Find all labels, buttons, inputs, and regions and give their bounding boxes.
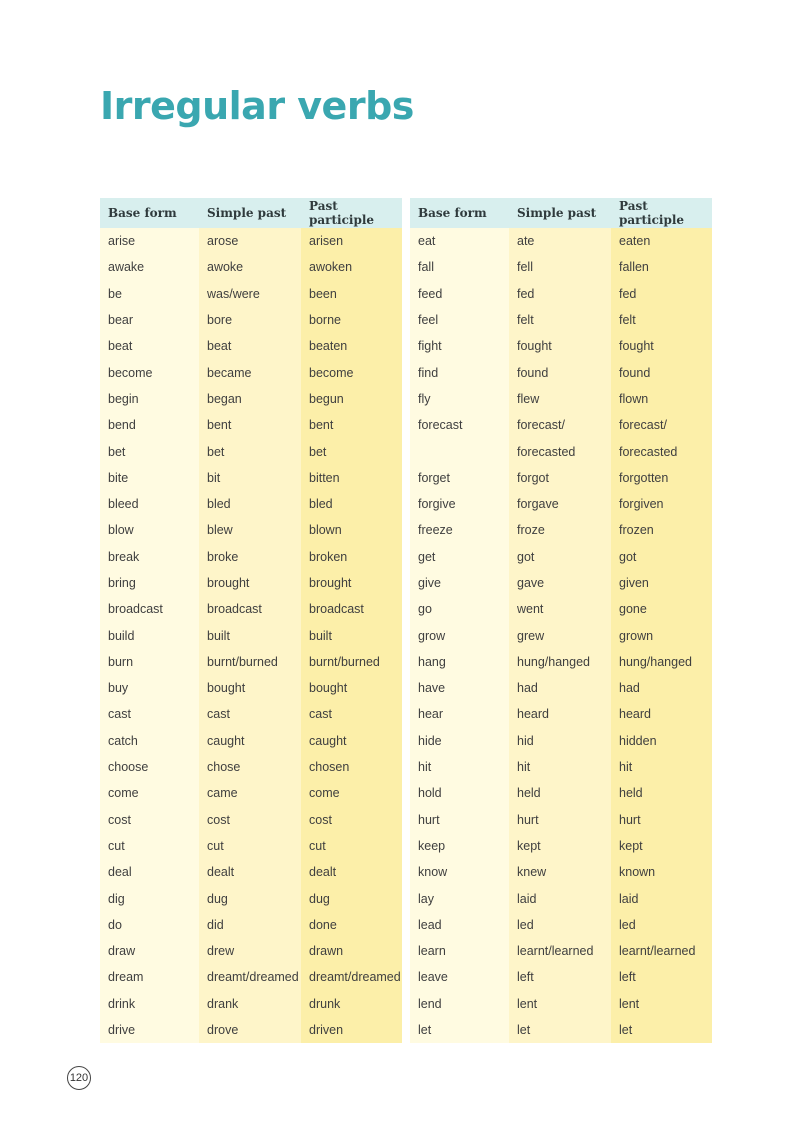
base-form-cell: leave (410, 964, 509, 990)
table-row (410, 359, 712, 385)
base-form-cell: fly (410, 386, 509, 412)
base-form-cell: bend (100, 412, 199, 438)
table-row (100, 544, 402, 570)
simple-past-cell: bet (199, 438, 301, 464)
past-participle-cell: fed (611, 281, 712, 307)
simple-past-cell: knew (509, 859, 611, 885)
table-row (410, 491, 712, 517)
base-form-cell: build (100, 622, 199, 648)
base-form-cell: bet (100, 438, 199, 464)
past-participle-cell: left (611, 964, 712, 990)
past-participle-cell: lent (611, 991, 712, 1017)
past-participle-cell: let (611, 1017, 712, 1043)
base-form-cell: learn (410, 938, 509, 964)
table-row (410, 991, 712, 1017)
base-form-cell: arise (100, 228, 199, 254)
past-participle-cell: burnt/burned (301, 649, 402, 675)
simple-past-cell: forecasted (509, 438, 611, 464)
past-participle-cell: bled (301, 491, 402, 517)
base-form-cell: forecast (410, 412, 509, 438)
simple-past-cell: fell (509, 254, 611, 280)
past-participle-cell: cast (301, 701, 402, 727)
table-row (100, 412, 402, 438)
simple-past-cell: drew (199, 938, 301, 964)
base-form-cell: dig (100, 885, 199, 911)
past-participle-cell: cut (301, 833, 402, 859)
past-participle-cell: found (611, 359, 712, 385)
past-participle-cell: forgiven (611, 491, 712, 517)
simple-past-cell: chose (199, 754, 301, 780)
table-row (410, 465, 712, 491)
verb-table-right (410, 198, 712, 1043)
table-row (100, 333, 402, 359)
simple-past-cell: led (509, 912, 611, 938)
base-form-cell: lay (410, 885, 509, 911)
past-participle-cell: had (611, 675, 712, 701)
simple-past-cell: bit (199, 465, 301, 491)
past-participle-cell: held (611, 780, 712, 806)
simple-past-cell: fed (509, 281, 611, 307)
table-row (100, 859, 402, 885)
table-row (100, 254, 402, 280)
simple-past-cell: hit (509, 754, 611, 780)
table-row (410, 228, 712, 254)
table-row (100, 491, 402, 517)
table-row (100, 649, 402, 675)
base-form-cell: draw (100, 938, 199, 964)
past-participle-cell: broken (301, 544, 402, 570)
simple-past-cell: began (199, 386, 301, 412)
base-form-cell: choose (100, 754, 199, 780)
base-form-cell: broadcast (100, 596, 199, 622)
table-row (410, 570, 712, 596)
table-row (100, 438, 402, 464)
base-form-cell: forgive (410, 491, 509, 517)
table-row (100, 728, 402, 754)
table-row (100, 964, 402, 990)
past-participle-cell: dreamt/dreamed (301, 964, 402, 990)
past-participle-cell: heard (611, 701, 712, 727)
simple-past-cell: burnt/burned (199, 649, 301, 675)
base-form-cell: lend (410, 991, 509, 1017)
past-participle-cell: dug (301, 885, 402, 911)
base-form-cell: buy (100, 675, 199, 701)
base-form-cell: have (410, 675, 509, 701)
simple-past-cell: forgot (509, 465, 611, 491)
past-participle-cell: been (301, 281, 402, 307)
base-form-cell: bleed (100, 491, 199, 517)
past-participle-cell: gone (611, 596, 712, 622)
base-form-cell: fall (410, 254, 509, 280)
table-row (100, 570, 402, 596)
past-participle-cell: hidden (611, 728, 712, 754)
past-participle-cell: learnt/learned (611, 938, 712, 964)
table-row (410, 307, 712, 333)
table-row (100, 833, 402, 859)
past-participle-cell: arisen (301, 228, 402, 254)
past-participle-cell: flown (611, 386, 712, 412)
base-form-cell: hold (410, 780, 509, 806)
simple-past-cell: hung/hanged (509, 649, 611, 675)
table-row (410, 386, 712, 412)
simple-past-cell: dug (199, 885, 301, 911)
table-row (100, 1017, 402, 1043)
past-participle-cell: brought (301, 570, 402, 596)
table-row (100, 938, 402, 964)
past-participle-cell: grown (611, 622, 712, 648)
simple-past-cell: heard (509, 701, 611, 727)
simple-past-cell: came (199, 780, 301, 806)
table-row (410, 517, 712, 543)
simple-past-cell: bent (199, 412, 301, 438)
base-form-cell: freeze (410, 517, 509, 543)
table-row (100, 675, 402, 701)
past-participle-cell: cost (301, 807, 402, 833)
simple-past-cell: broke (199, 544, 301, 570)
base-form-cell: bite (100, 465, 199, 491)
simple-past-cell: dealt (199, 859, 301, 885)
table-row (410, 438, 712, 464)
base-form-cell: go (410, 596, 509, 622)
table-row (410, 596, 712, 622)
past-participle-cell: driven (301, 1017, 402, 1043)
base-form-cell: cut (100, 833, 199, 859)
past-participle-cell: hit (611, 754, 712, 780)
table-row (100, 885, 402, 911)
base-form-cell: feel (410, 307, 509, 333)
past-participle-cell: forecast/ (611, 412, 712, 438)
table-row (100, 807, 402, 833)
simple-past-cell: fought (509, 333, 611, 359)
simple-past-cell: brought (199, 570, 301, 596)
table-row (410, 281, 712, 307)
past-participle-cell: bought (301, 675, 402, 701)
table-row (410, 780, 712, 806)
base-form-cell: give (410, 570, 509, 596)
simple-past-cell: blew (199, 517, 301, 543)
past-participle-cell: got (611, 544, 712, 570)
simple-past-cell: arose (199, 228, 301, 254)
table-row (410, 1017, 712, 1043)
simple-past-cell: bought (199, 675, 301, 701)
base-form-cell: break (100, 544, 199, 570)
simple-past-cell: froze (509, 517, 611, 543)
table-row (100, 991, 402, 1017)
past-participle-cell: hung/hanged (611, 649, 712, 675)
table-row (410, 412, 712, 438)
table-row (100, 386, 402, 412)
verb-table-left (100, 198, 402, 1043)
simple-past-header: Simple past (509, 198, 611, 228)
past-participle-cell: beaten (301, 333, 402, 359)
past-participle-cell: led (611, 912, 712, 938)
past-participle-cell: given (611, 570, 712, 596)
past-participle-cell: begun (301, 386, 402, 412)
simple-past-cell: bled (199, 491, 301, 517)
base-form-cell: hang (410, 649, 509, 675)
table-row (100, 912, 402, 938)
table-row (100, 228, 402, 254)
base-form-cell: deal (100, 859, 199, 885)
table-row (100, 307, 402, 333)
table-row (410, 912, 712, 938)
past-participle-cell: built (301, 622, 402, 648)
base-form-cell: become (100, 359, 199, 385)
past-participle-header: Past participle (301, 198, 402, 228)
simple-past-cell: forecast/ (509, 412, 611, 438)
past-participle-cell: laid (611, 885, 712, 911)
past-participle-header: Past participle (611, 198, 712, 228)
base-form-cell: hear (410, 701, 509, 727)
table-row (100, 465, 402, 491)
simple-past-cell: hid (509, 728, 611, 754)
table-row (410, 859, 712, 885)
base-form-cell: hide (410, 728, 509, 754)
simple-past-cell: bore (199, 307, 301, 333)
table-row (410, 544, 712, 570)
past-participle-cell: fought (611, 333, 712, 359)
simple-past-cell: found (509, 359, 611, 385)
simple-past-cell: learnt/learned (509, 938, 611, 964)
simple-past-cell: awoke (199, 254, 301, 280)
base-form-cell: hurt (410, 807, 509, 833)
simple-past-cell: had (509, 675, 611, 701)
base-form-cell (410, 438, 509, 464)
table-row (410, 964, 712, 990)
past-participle-cell: bet (301, 438, 402, 464)
simple-past-header: Simple past (199, 198, 301, 228)
base-form-cell: hit (410, 754, 509, 780)
simple-past-cell: cut (199, 833, 301, 859)
past-participle-cell: caught (301, 728, 402, 754)
past-participle-cell: bitten (301, 465, 402, 491)
base-form-cell: beat (100, 333, 199, 359)
base-form-cell: eat (410, 228, 509, 254)
past-participle-cell: drawn (301, 938, 402, 964)
base-form-cell: cast (100, 701, 199, 727)
simple-past-cell: gave (509, 570, 611, 596)
simple-past-cell: lent (509, 991, 611, 1017)
past-participle-cell: kept (611, 833, 712, 859)
base-form-cell: let (410, 1017, 509, 1043)
simple-past-cell: laid (509, 885, 611, 911)
simple-past-cell: held (509, 780, 611, 806)
simple-past-cell: got (509, 544, 611, 570)
table-row (410, 333, 712, 359)
past-participle-cell: come (301, 780, 402, 806)
simple-past-cell: drove (199, 1017, 301, 1043)
base-form-cell: cost (100, 807, 199, 833)
base-form-cell: dream (100, 964, 199, 990)
table-row (410, 675, 712, 701)
past-participle-cell: frozen (611, 517, 712, 543)
past-participle-cell: felt (611, 307, 712, 333)
table-row (100, 780, 402, 806)
table-row (410, 701, 712, 727)
simple-past-cell: went (509, 596, 611, 622)
table-row (410, 622, 712, 648)
base-form-cell: bring (100, 570, 199, 596)
simple-past-cell: did (199, 912, 301, 938)
past-participle-cell: drunk (301, 991, 402, 1017)
base-form-cell: feed (410, 281, 509, 307)
page-number: 120 (67, 1066, 91, 1090)
base-form-cell: grow (410, 622, 509, 648)
past-participle-cell: blown (301, 517, 402, 543)
base-form-cell: lead (410, 912, 509, 938)
table-row (410, 885, 712, 911)
table-row (410, 938, 712, 964)
simple-past-cell: broadcast (199, 596, 301, 622)
table-row (100, 517, 402, 543)
base-form-cell: drive (100, 1017, 199, 1043)
past-participle-cell: done (301, 912, 402, 938)
simple-past-cell: forgave (509, 491, 611, 517)
table-row (410, 833, 712, 859)
base-form-cell: do (100, 912, 199, 938)
base-form-cell: be (100, 281, 199, 307)
past-participle-cell: fallen (611, 254, 712, 280)
simple-past-cell: cost (199, 807, 301, 833)
simple-past-cell: was/were (199, 281, 301, 307)
table-row (100, 701, 402, 727)
header-row (410, 198, 712, 228)
simple-past-cell: let (509, 1017, 611, 1043)
past-participle-cell: become (301, 359, 402, 385)
past-participle-cell: hurt (611, 807, 712, 833)
past-participle-cell: bent (301, 412, 402, 438)
past-participle-cell: chosen (301, 754, 402, 780)
table-row (410, 728, 712, 754)
base-form-cell: blow (100, 517, 199, 543)
table-row (410, 754, 712, 780)
base-form-header: Base form (100, 198, 199, 228)
simple-past-cell: beat (199, 333, 301, 359)
table-row (410, 807, 712, 833)
past-participle-cell: forgotten (611, 465, 712, 491)
simple-past-cell: caught (199, 728, 301, 754)
base-form-header: Base form (410, 198, 509, 228)
base-form-cell: drink (100, 991, 199, 1017)
base-form-cell: burn (100, 649, 199, 675)
table-row (100, 596, 402, 622)
past-participle-cell: borne (301, 307, 402, 333)
base-form-cell: catch (100, 728, 199, 754)
simple-past-cell: felt (509, 307, 611, 333)
base-form-cell: find (410, 359, 509, 385)
simple-past-cell: ate (509, 228, 611, 254)
past-participle-cell: forecasted (611, 438, 712, 464)
simple-past-cell: grew (509, 622, 611, 648)
base-form-cell: get (410, 544, 509, 570)
simple-past-cell: left (509, 964, 611, 990)
base-form-cell: forget (410, 465, 509, 491)
base-form-cell: bear (100, 307, 199, 333)
base-form-cell: come (100, 780, 199, 806)
table-row (100, 622, 402, 648)
simple-past-cell: flew (509, 386, 611, 412)
header-row (100, 198, 402, 228)
table-row (410, 649, 712, 675)
table-row (100, 359, 402, 385)
simple-past-cell: became (199, 359, 301, 385)
base-form-cell: begin (100, 386, 199, 412)
table-row (410, 254, 712, 280)
simple-past-cell: cast (199, 701, 301, 727)
base-form-cell: know (410, 859, 509, 885)
past-participle-cell: awoken (301, 254, 402, 280)
past-participle-cell: broadcast (301, 596, 402, 622)
past-participle-cell: known (611, 859, 712, 885)
table-row (100, 754, 402, 780)
simple-past-cell: built (199, 622, 301, 648)
base-form-cell: awake (100, 254, 199, 280)
page-title: Irregular verbs (100, 84, 414, 128)
table-row (100, 281, 402, 307)
simple-past-cell: kept (509, 833, 611, 859)
past-participle-cell: eaten (611, 228, 712, 254)
simple-past-cell: drank (199, 991, 301, 1017)
past-participle-cell: dealt (301, 859, 402, 885)
simple-past-cell: dreamt/dreamed (199, 964, 301, 990)
base-form-cell: keep (410, 833, 509, 859)
simple-past-cell: hurt (509, 807, 611, 833)
base-form-cell: fight (410, 333, 509, 359)
